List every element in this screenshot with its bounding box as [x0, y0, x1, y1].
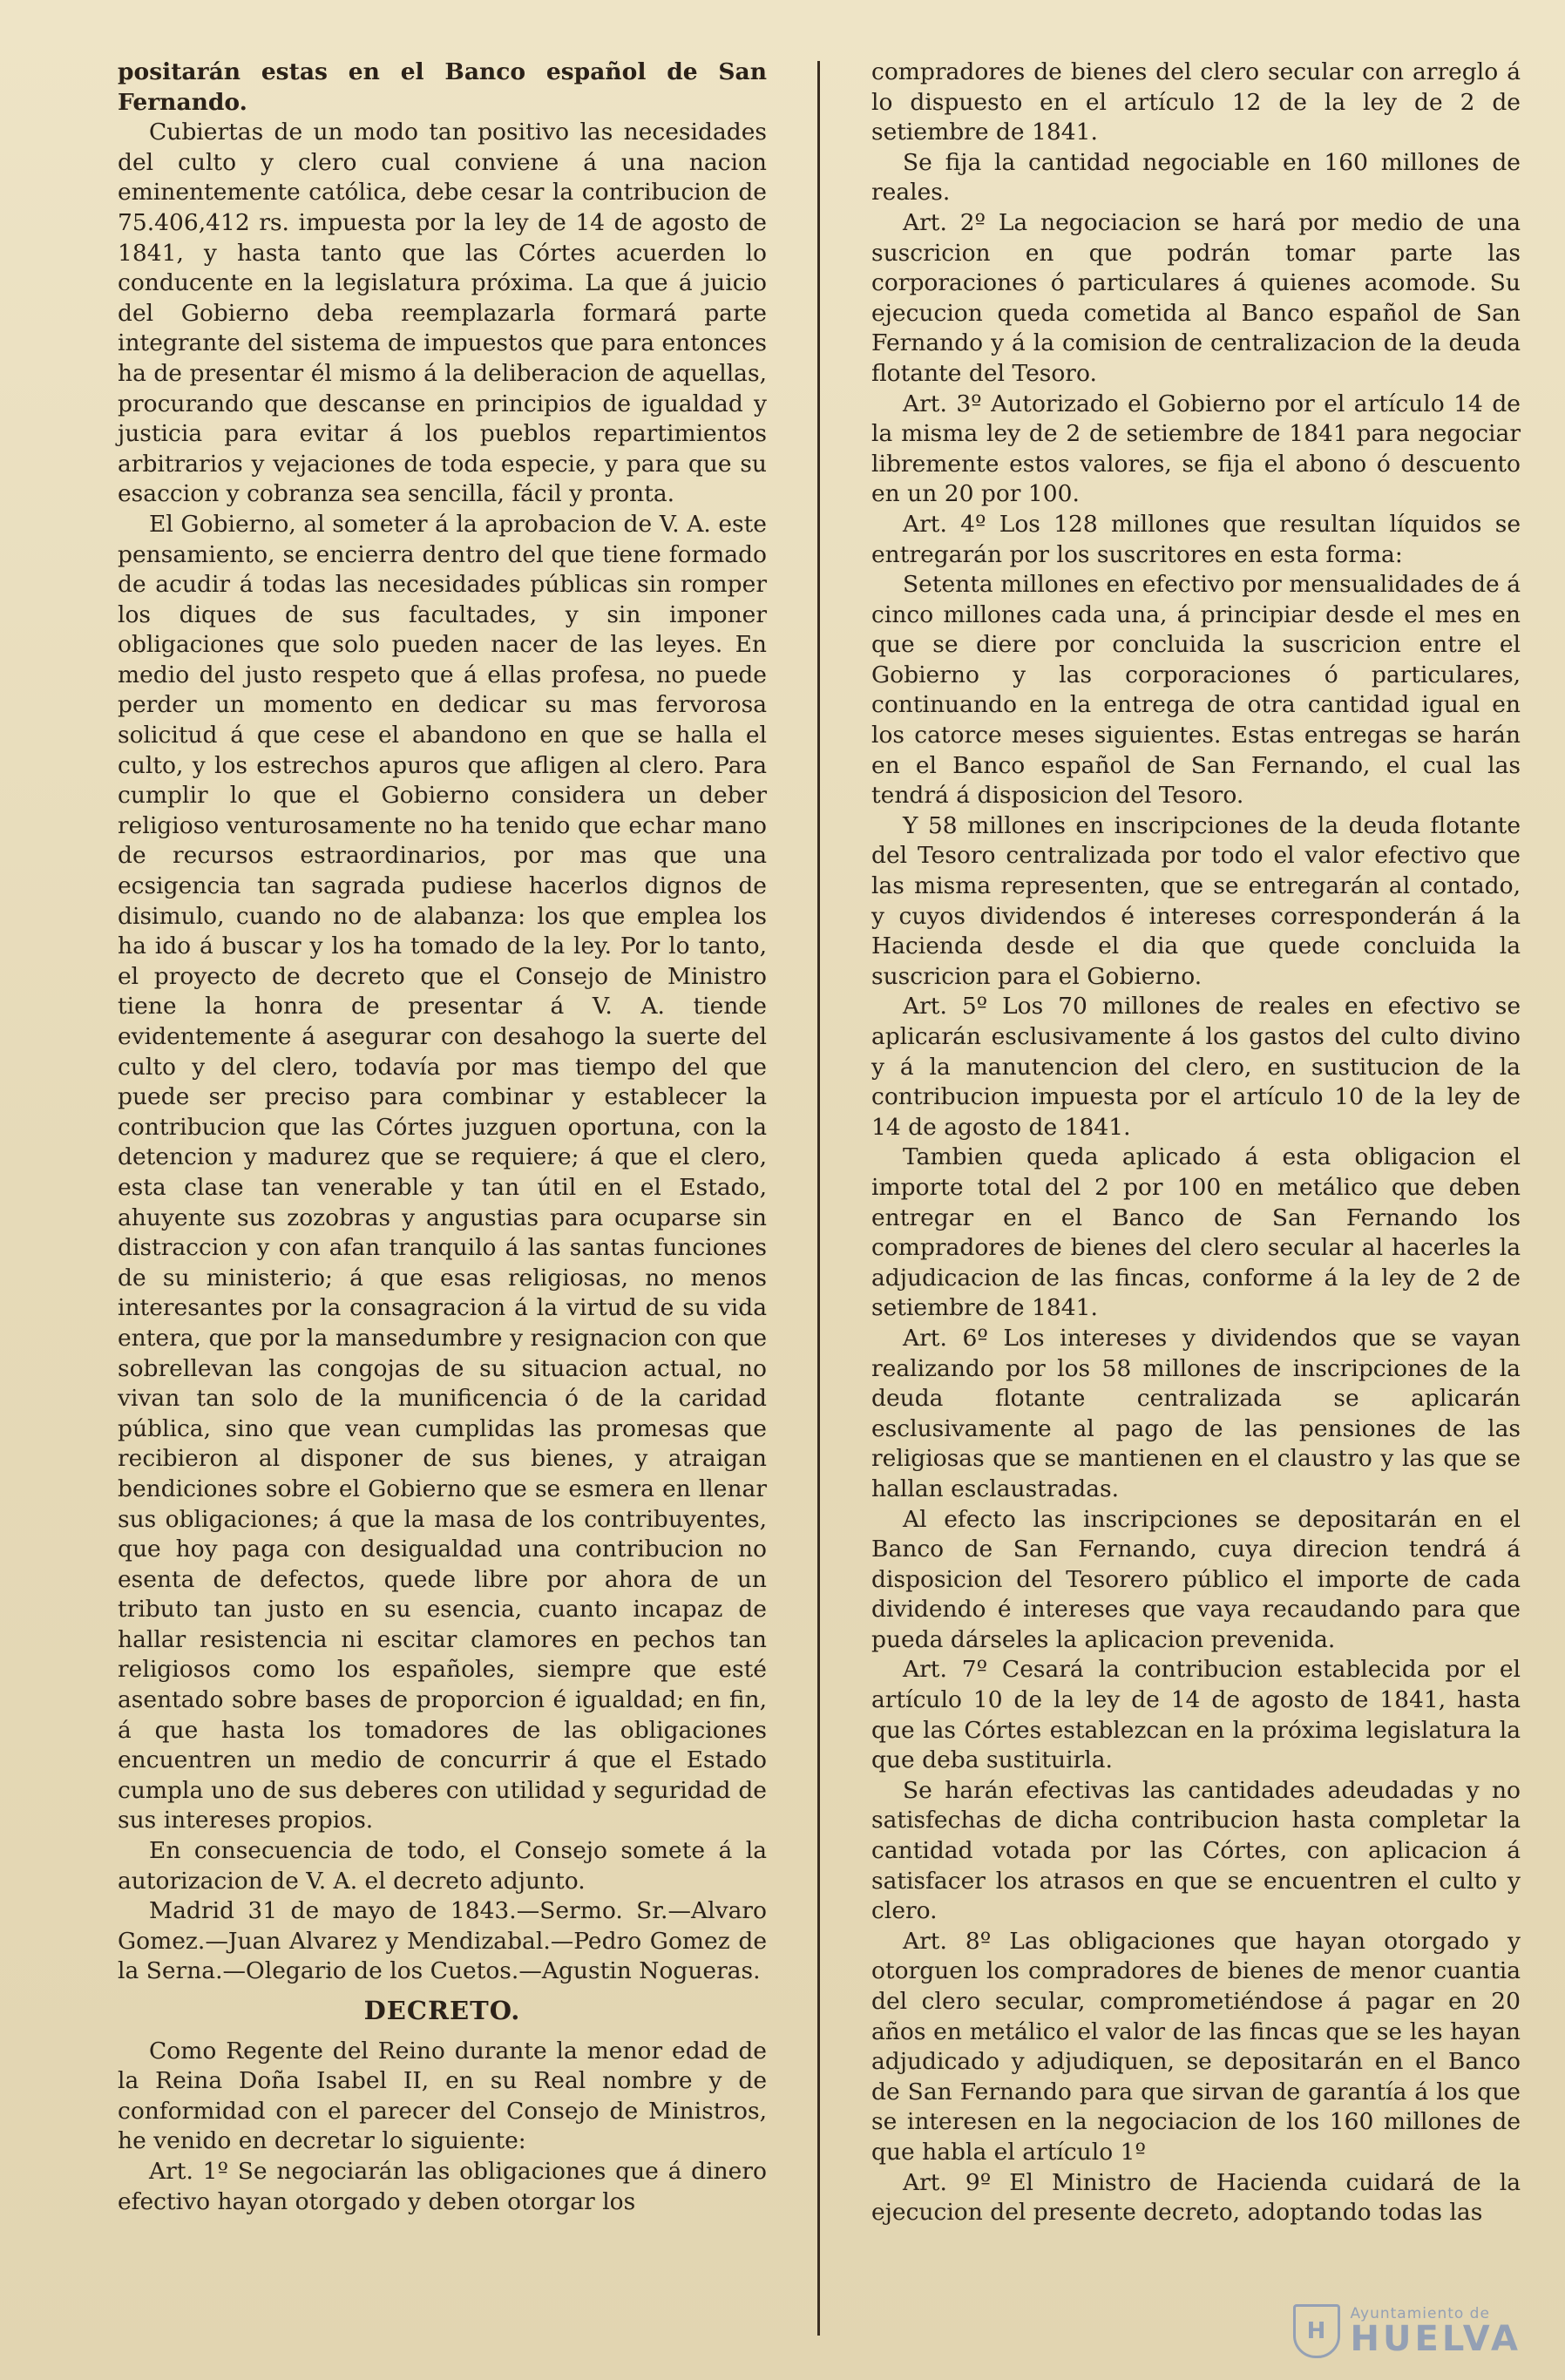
- watermark-top: Ayuntamiento de: [1350, 2304, 1490, 2322]
- watermark: [1293, 2304, 1521, 2358]
- article: Art. 1º Se negociarán las obligaciones que á dinero efectivo hayan otorgado y deben otorgar los: [118, 2157, 767, 2215]
- paragraph: Tambien queda aplicado á esta obligacion el importe total del 2 por 100 en metálico que deben entregar en el Banco de San Fernando los compradores de bienes del clero secular al hacerles la adjudicacion de las fincas, conforme á la ley de 2 de setiembre de 1841.: [871, 1143, 1521, 1322]
- paragraph: Y 58 millones en inscripciones de la deuda flotante del Tesoro centralizada por todo el valor efectivo que las misma representen, que se entregarán al contado, y cuyos dividendos é intereses corresponderán á la Hacienda desde el dia que quede concluida la suscricion para el Gobierno.: [871, 811, 1521, 990]
- watermark-text: [1350, 2304, 1521, 2359]
- article: Art. 4º Los 128 millones que resultan líquidos se entregarán por los suscritores en esta forma:: [871, 510, 1521, 568]
- paragraph: Se harán efectivas las cantidades adeudadas y no satisfechas de dicha contribucion hasta completar la cantidad votada por las Córtes, con aplicacion á satisfacer los atrasos en que se encuentren el culto y clero.: [871, 1776, 1521, 1925]
- article: Art. 5º Los 70 millones de reales en efectivo se aplicarán esclusivamente á los gastos del culto divino y á la manutencion del clero, en sustitucion de la contribucion impuesta por el artículo 10 de la ley de 14 de agosto de 1841.: [871, 993, 1521, 1141]
- article: Art. 2º La negociacion se hará por medio de una suscricion en que podrán tomar parte las corporaciones ó particulares á quienes acomode. Su ejecucion queda cometida al Banco español de San Fernando y á la comision de centralizacion de la deuda flotante del Tesoro.: [871, 208, 1521, 387]
- left-column: [118, 58, 767, 2217]
- watermark-name: HUELVA: [1350, 2318, 1521, 2359]
- article: Art. 6º Los intereses y dividendos que se vayan realizando por los 58 millones de inscripciones de la deuda flotante centralizada se aplicarán esclusivamente al pago de las pensiones de las religiosas que se mantienen en el claustro y las que se hallan esclaustradas.: [871, 1324, 1521, 1502]
- paragraph: positarán estas en el Banco español de San Fernando.: [118, 58, 767, 116]
- article: Art. 8º Las obligaciones que hayan otorgado y otorguen los compradores de bienes de menor cuantia del clero secular, comprometiéndose á pagar en 20 años en metálico el valor de las fincas que se les hayan adjudicado y adjudiquen, se depositarán en el Banco de San Fernando para que sirvan de garantía á los que se interesen en la negociacion de los 160 millones de que habla el artículo 1º: [871, 1927, 1521, 2166]
- article: Art. 9º El Ministro de Hacienda cuidará de la ejecucion del presente decreto, adoptando todas las: [871, 2168, 1521, 2227]
- column-divider: [817, 61, 820, 2336]
- paragraph: En consecuencia de todo, el Consejo somete á la autorizacion de V. A. el decreto adjunto.: [118, 1837, 767, 1895]
- paragraph: Se fija la cantidad negociable en 160 millones de reales.: [871, 148, 1521, 207]
- paragraph: compradores de bienes del clero secular con arreglo á lo dispuesto en el artículo 12 de la ley de 2 de setiembre de 1841.: [871, 58, 1521, 146]
- right-column: [871, 58, 1521, 2228]
- paragraph: El Gobierno, al someter á la aprobacion de V. A. este pensamiento, se encierra dentro del que tiene formado de acudir á todas las necesidades públicas sin romper los diques de sus facultades, y sin imponer obligaciones que solo pueden nacer de las leyes. En medio del justo respeto que á ellas profesa, no puede perder un momento en dedicar su mas fervorosa solicitud á que cese el abandono en que se halla el culto, y los estrechos apuros que afligen al clero. Para cumplir lo que el Gobierno considera un deber religioso venturosamente no ha tenido que echar mano de recursos estraordinarios, por mas que una ecsigencia tan sagrada pudiese hacerlos dignos de disimulo, cuando no de alabanza: los que emplea los ha ido á buscar y los ha tomado de la ley. Por lo tanto, el proyecto de decreto que el Consejo de Ministro tiene la honra de presentar á V. A. tiende evidentemente á asegurar con desahogo la suerte del culto y del clero, todavía por mas tiempo del que puede ser preciso para combinar y establecer la contribucion que las Córtes juzguen oportuna, con la detencion y madurez que se requiere; á que el clero, esta clase tan venerable y tan útil en el Estado, ahuyente sus zozobras y angustias para ocuparse sin distraccion y con afan tranquilo á las santas funciones de su ministerio; á que esas religiosas, no menos interesantes por la consagracion á la virtud de su vida entera, que por la mansedumbre y resignacion con que sobrellevan las congojas de su situacion actual, no vivan tan solo de la munificencia ó de la caridad pública, sino que vean cumplidas las promesas que recibieron al disponer de sus bienes, y atraigan bendiciones sobre el Gobierno que se esmera en llenar sus obligaciones; á que la masa de los contribuyentes, que hoy paga con desigualdad una contribucion no esenta de defectos, quede libre por ahora de un tributo tan justo en su esencia, cuanto incapaz de hallar resistencia ni escitar clamores en pechos tan religiosos como los españoles, siempre que esté asentado sobre bases de proporcion é igualdad; en fin, á que hasta los tomadores de las obligaciones encuentren un medio de concurrir á que el Estado cumpla uno de sus deberes con utilidad y seguridad de sus intereses propios.: [118, 510, 767, 1834]
- article: Art. 7º Cesará la contribucion establecida por el artículo 10 de la ley de 14 de agosto de 1841, hasta que las Córtes establezcan en la próxima legislatura la que deba sustituirla.: [871, 1656, 1521, 1774]
- paragraph: Como Regente del Reino durante la menor edad de la Reina Doña Isabel II, en su Real nombre y de conformidad con el parecer del Consejo de Ministros, he venido en decretar lo siguiente:: [118, 2037, 767, 2155]
- decree-heading: DECRETO.: [363, 1996, 521, 2025]
- article: Art. 3º Autorizado el Gobierno por el artículo 14 de la misma ley de 2 de setiembre de 1841 para negociar libremente estos valores, se fija el abono ó descuento en un 20 por 100.: [871, 390, 1521, 508]
- paragraph: Setenta millones en efectivo por mensualidades de á cinco millones cada una, á principiar desde el mes en que se diere por concluida la suscricion entre el Gobierno y las corporaciones ó particulares, continuando en la entrega de otra cantidad igual en los catorce meses siguientes. Estas entregas se harán en el Banco español de San Fernando, el cual las tendrá á disposicion del Tesoro.: [871, 571, 1521, 810]
- signatures: Madrid 31 de mayo de 1843.—Sermo. Sr.—Alvaro Gomez.—Juan Alvarez y Mendizabal.—Pedro Gomez de la Serna.—Olegario de los Cuetos.—Agustin Nogueras.: [118, 1897, 767, 1985]
- paragraph: Cubiertas de un modo tan positivo las necesidades del culto y clero cual conviene á una nacion eminentemente católica, debe cesar la contribucion de 75.406,412 rs. impuesta por la ley de 14 de agosto de 1841, y hasta tanto que las Córtes acuerden lo conducente en la legislatura próxima. La que á juicio del Gobierno deba reemplazarla formará parte integrante del sistema de impuestos que para entonces ha de presentar él mismo á la deliberacion de aquellas, procurando que descanse en principios de igualdad y justicia para evitar á los pueblos repartimientos arbitrarios y vejaciones de toda especie, y para que su esaccion y cobranza sea sencilla, fácil y pronta.: [118, 119, 767, 508]
- paragraph: Al efecto las inscripciones se depositarán en el Banco de San Fernando, cuya direcion tendrá á disposicion del Tesorero público el importe de cada dividendo é intereses que vaya recaudando para que pueda dárseles la aplicacion prevenida.: [871, 1505, 1521, 1653]
- coat-of-arms-icon: H: [1293, 2304, 1340, 2358]
